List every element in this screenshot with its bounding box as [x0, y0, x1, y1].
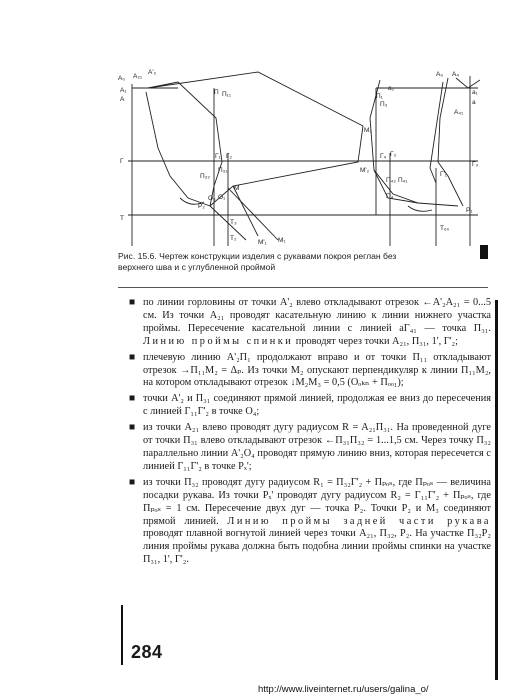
divider — [118, 287, 488, 288]
item-text-end: проводят плавной вогнутой линией через точки A₂₁, П₃₂, P₂. На участке П₃₂P₂ линия проймы рукава должна быть подобна линии проймы спинки на участке П₃₁, 1', Г'₂. — [143, 528, 491, 566]
label-t60: Т₆₀ — [440, 225, 450, 232]
bullet-icon: ■ — [129, 351, 136, 363]
label-p41: П₄₁ — [398, 177, 408, 184]
label-p: П — [214, 89, 219, 96]
construction-drawing — [118, 58, 484, 246]
label-p2: P₂ — [198, 203, 205, 210]
item-emphasis: Линию проймы спинки — [143, 335, 294, 347]
label-a21: A₂₁ — [133, 73, 143, 80]
scan-artifact — [480, 245, 488, 259]
bullet-icon: ■ — [129, 422, 136, 434]
item-text: точки A'₂ и П₃₁ соединяют прямой линией, продолжая ее вниз до пересечения с линией Г₁₁Г'₂ в точке O₄; — [143, 393, 491, 418]
item-text: плечевую линию A'₂П₁ продолжают вправо и от точки П₁₁ откладывают отрезок →П₁₁M₂ = Δₚ. Из точки M₂ опускают перпендикуляр к линии П₁₁M₂, на котором откладывают отрезок ↓M₂M₃ = 0,5 (Oₒₖₙ + Пₒₒ₁); — [143, 351, 491, 389]
label-g2: Г₂ — [226, 153, 233, 160]
label-a9: A₉ — [436, 71, 443, 78]
caption-line-1: Рис. 15.6. Чертеж конструкции изделия с рукавами покроя реглан без — [118, 251, 397, 261]
label-a0: A₀ — [118, 75, 126, 82]
bullet-icon: ■ — [129, 393, 136, 405]
list-item — [129, 422, 491, 474]
label-m3: M₃ — [364, 127, 373, 134]
back-sleeve-outline — [148, 72, 363, 206]
label-a-right: a — [472, 99, 476, 106]
watermark-url: http://www.liveinternet.ru/users/galina_o/ — [258, 684, 429, 695]
item-text: из точки A₂₁ влево проводят дугу радиусом R = A₂₁П₃₁. На проведенной дуге от точки П₃₁ влево откладывают отрезок ←П₃₁П₃₂ = 1...1,5 см. Через точку П₃₂ параллельно линии A'₂O₄ проводят прямую линию вниз, которая пересечется с линией Г₁₁Г'₂ в точке Pₓ'; — [143, 422, 491, 472]
label-a1: A₁ — [120, 87, 127, 94]
label-t: Т — [120, 215, 124, 222]
label-g: Г — [120, 158, 124, 165]
label-a2: a₂ — [388, 85, 395, 92]
instruction-list — [129, 297, 491, 570]
item-text-end: проводят через точки A₂₁, П₃₁, 1', Г'₂; — [293, 335, 458, 347]
bullet-icon: ■ — [129, 476, 136, 488]
caption-line-2: верхнего шва и с углубленной проймой — [118, 262, 276, 272]
item-text: по линии горловины от точки A'₂ влево откладывают отрезок ←A'₂A₂₁ = 0...5 см. Из точки A₂₁ проводят касательную линию к линии нижнего участка проймы. Пересечение касательной линии с линией aГ₄₁ — точка П₃₁. — [143, 297, 491, 334]
label-g4: Г₄ — [380, 153, 387, 160]
label-a41: A₄₁ — [454, 109, 464, 116]
margin-bar — [121, 605, 123, 665]
arc-r2 — [408, 206, 432, 211]
label-p3: П₃ — [380, 101, 388, 108]
label-a: A — [120, 96, 125, 103]
label-g1p: Г'₁ — [440, 171, 447, 178]
label-m: M — [234, 185, 240, 192]
label-g3r: Г₃ — [472, 161, 479, 168]
label-t3: Т₃ — [230, 219, 237, 226]
label-o3: O₃ — [208, 195, 216, 202]
front-neck-curve — [456, 78, 480, 88]
label-p11: П₁₁ — [222, 91, 232, 98]
back-armhole-curve — [148, 82, 222, 206]
list-item — [129, 393, 491, 419]
list-item — [129, 297, 491, 349]
label-g3: Г₃ — [390, 151, 397, 158]
label-p1: П₁ — [376, 93, 383, 100]
list-item — [129, 352, 491, 391]
list-item — [129, 477, 491, 567]
label-a2p: A'₂ — [148, 69, 157, 76]
label-t2: T₂ — [230, 235, 237, 242]
sleeve-hem-back — [233, 186, 258, 236]
page-number: 284 — [131, 642, 163, 662]
front-sleeve-outline — [370, 80, 458, 206]
label-m1p: M'₁ — [258, 239, 267, 246]
item-emphasis: Линию проймы задней части рукава — [227, 515, 491, 527]
figure-caption — [118, 251, 488, 273]
label-p31: П₃₁ — [218, 167, 228, 174]
label-a1-right: a₁ — [472, 89, 478, 96]
label-p32: П₃₂ — [200, 173, 210, 180]
label-o1: O₁ — [218, 194, 226, 201]
back-sleeve-cap — [146, 92, 210, 206]
figure-labels — [118, 69, 479, 246]
label-a4: A₄ — [452, 71, 459, 78]
label-p1r: P₁ — [466, 207, 473, 214]
sleeve-hem-back-3 — [228, 188, 278, 240]
label-g4p: Г'₄ — [386, 193, 394, 200]
front-sleeve-cap — [374, 170, 418, 203]
label-m1: M₁ — [278, 237, 286, 244]
label-p42: П₄₂ — [386, 177, 396, 184]
front-armhole-curve — [438, 78, 463, 206]
bullet-icon: ■ — [129, 297, 136, 308]
label-m2p: M'₂ — [360, 167, 370, 174]
drawing-svg — [118, 58, 484, 246]
scan-edge — [495, 300, 498, 680]
front-sleeve-seam — [430, 82, 443, 183]
item-text: из точки П₃₂ проводят дугу радиусом R₁ = П₃₂Г'₂ + Пₚₒₛ, где Пₚₒₛ — величина посадки рукава. Из точки Pₓ' проводят дугу радиусом R₂ = Г₁₁Г'₂ + Пₚₒₛ, где Пₚₒₛ = 1 см. Пересечение двух дуг — точка P₂. Точки P₂ и M₃ соединяют прямой линией. — [143, 476, 491, 527]
label-g1: Г₁ — [215, 153, 221, 160]
